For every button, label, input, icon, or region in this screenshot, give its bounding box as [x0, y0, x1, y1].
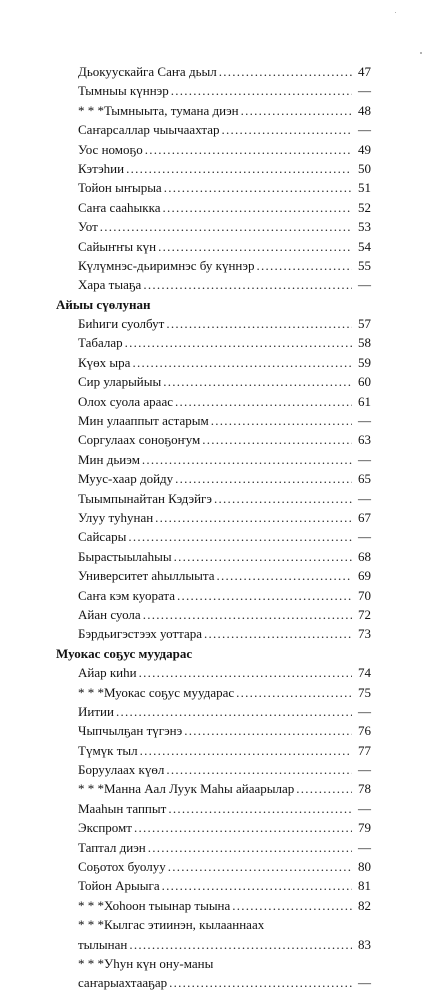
toc-leader-dots	[142, 450, 352, 469]
toc-page-number: 67	[358, 509, 371, 525]
toc-entry[interactable]	[56, 566, 371, 585]
toc-page-number: 49	[358, 141, 371, 157]
toc-entry-title: * * *Уһун күн ону-маны	[78, 955, 214, 971]
toc-leader-dots	[214, 489, 352, 508]
toc-leader-dots	[222, 120, 353, 139]
toc-page-number: —	[358, 839, 371, 855]
toc-leader-dots	[177, 586, 352, 605]
paper-speck	[395, 12, 396, 13]
toc-entry-continuation[interactable]	[56, 935, 371, 954]
toc-entry-title: Түмүк тыл	[78, 742, 138, 758]
toc-page-number: —	[358, 451, 371, 467]
toc-entry-title: Чыпчылҕан түгэнэ	[78, 723, 183, 739]
toc-entry-title: Айан суола	[78, 606, 141, 622]
toc-leader-dots	[162, 198, 352, 217]
toc-leader-dots	[202, 430, 352, 449]
toc-page-number: —	[358, 703, 371, 719]
toc-entry[interactable]	[56, 178, 371, 197]
toc-page-number: 53	[358, 219, 371, 235]
toc-entry-title: * * *Манна Аал Луук Маһы айаарылар	[78, 781, 295, 797]
toc-page-number: —	[358, 490, 371, 506]
toc-leader-dots	[158, 237, 352, 256]
toc-entry-title: Биһиги суолбут	[78, 316, 165, 332]
toc-leader-dots	[148, 838, 352, 857]
toc-leader-dots	[174, 547, 352, 566]
toc-entry[interactable]	[56, 469, 371, 488]
toc-entry[interactable]	[56, 586, 371, 605]
toc-entry-title: Саҥа кэм куората	[78, 587, 175, 603]
toc-entry[interactable]	[56, 954, 371, 973]
toc-leader-dots	[168, 799, 352, 818]
toc-leader-dots	[126, 159, 352, 178]
toc-entry-title: Улуу туһунан	[78, 509, 154, 525]
toc-entry[interactable]	[56, 838, 371, 857]
toc-page-number: 79	[358, 820, 371, 836]
toc-entry[interactable]	[56, 779, 371, 798]
toc-entry-title: Таптал диэн	[78, 839, 146, 855]
toc-entry-title: Иитии	[78, 703, 114, 719]
toc-entry-title: * * *Кылгас этиинэн, кылааннаах	[78, 917, 265, 933]
toc-entry[interactable]	[56, 275, 371, 294]
toc-leader-dots	[296, 779, 352, 798]
toc-leader-dots	[216, 566, 352, 585]
toc-entry[interactable]	[56, 237, 371, 256]
toc-leader-dots	[155, 508, 352, 527]
toc-page-number: —	[358, 800, 371, 816]
toc-entry-title: Сайыҥҥы күн	[78, 238, 157, 254]
toc-entry[interactable]	[56, 411, 371, 430]
toc-entry[interactable]	[56, 663, 371, 682]
toc-page-number: 74	[358, 665, 371, 681]
toc-entry-title: Тойон Арыыга	[78, 878, 160, 894]
toc-entry[interactable]	[56, 624, 371, 643]
toc-entry[interactable]	[56, 857, 371, 876]
toc-entry-title: Уот	[78, 219, 98, 235]
toc-page-number: 50	[358, 160, 371, 176]
toc-page-number: 52	[358, 199, 371, 215]
toc-leader-dots	[163, 372, 352, 391]
toc-page-number: —	[358, 277, 371, 293]
toc-leader-dots	[125, 333, 352, 352]
toc-page-number: 57	[358, 316, 371, 332]
toc-leader-dots	[164, 178, 352, 197]
paper-speck	[420, 52, 422, 54]
toc-entry-title: Олох суола араас	[78, 393, 173, 409]
toc-leader-dots	[145, 140, 352, 159]
toc-page-number: —	[358, 762, 371, 778]
toc-entry[interactable]	[56, 760, 371, 779]
toc-leader-dots	[139, 663, 352, 682]
toc-leader-dots	[184, 721, 352, 740]
toc-entry-title: Мааһын таппыт	[78, 800, 167, 816]
toc-entry-title: Мин улааппыт астарым	[78, 413, 209, 429]
toc-page-number: 78	[358, 781, 371, 797]
toc-entry[interactable]	[56, 818, 371, 837]
toc-entry[interactable]	[56, 101, 371, 120]
toc-entry-title: Айар киһи	[78, 665, 137, 681]
toc-page-number: 61	[358, 393, 371, 409]
toc-entry[interactable]	[56, 896, 371, 915]
toc-entry-title: Уос номоҕо	[78, 141, 143, 157]
toc-leader-dots	[236, 683, 352, 702]
toc-entry-title: * * *Хоһоон тыынар тыына	[78, 897, 231, 913]
toc-entry-title: Саҥарсаллар чыычаахтар	[78, 122, 220, 138]
table-of-contents	[56, 62, 371, 993]
toc-entry-title: Кэтэһии	[78, 160, 125, 176]
toc-page-number: 60	[358, 374, 371, 390]
toc-leader-dots	[175, 469, 352, 488]
toc-page-number: 75	[358, 684, 371, 700]
toc-leader-dots	[166, 314, 352, 333]
toc-leader-dots	[232, 896, 352, 915]
toc-entry-title: Экспромт	[78, 820, 132, 836]
toc-leader-dots	[219, 62, 352, 81]
toc-entry[interactable]	[56, 876, 371, 895]
toc-leader-dots	[168, 857, 352, 876]
toc-page-number: 72	[358, 606, 371, 622]
toc-entry-title: Саҥа сааһыкка	[78, 199, 161, 215]
toc-entry[interactable]	[56, 430, 371, 449]
toc-entry[interactable]	[56, 372, 371, 391]
toc-page-number: —	[358, 529, 371, 545]
toc-entry[interactable]	[56, 741, 371, 760]
toc-page-number: 76	[358, 723, 371, 739]
toc-page-number: 54	[358, 238, 371, 254]
toc-page-number: 81	[358, 878, 371, 894]
toc-entry-title: Сайсары	[78, 529, 127, 545]
toc-leader-dots	[129, 935, 352, 954]
toc-leader-dots	[143, 605, 352, 624]
toc-leader-dots	[162, 876, 352, 895]
toc-leader-dots	[143, 275, 352, 294]
toc-entry-title: Бырастыылаһыы	[78, 548, 172, 564]
toc-leader-dots	[211, 411, 352, 430]
toc-entry[interactable]	[56, 333, 371, 352]
toc-leader-dots	[175, 392, 352, 411]
toc-entry[interactable]	[56, 81, 371, 100]
toc-entry[interactable]	[56, 450, 371, 469]
toc-page-number: —	[358, 413, 371, 429]
toc-entry[interactable]	[56, 198, 371, 217]
toc-section-heading: Айыы сүөлунан	[56, 296, 151, 312]
toc-entry[interactable]	[56, 140, 371, 159]
toc-entry-title: Күөх ыра	[78, 354, 131, 370]
toc-page-number: 80	[358, 859, 371, 875]
toc-entry-title: Тойон ыҥырыа	[78, 180, 162, 196]
toc-entry-title-continued: саҥарыахтааҕар	[78, 975, 168, 991]
toc-section-heading: Муокас соҕус муударас	[56, 645, 193, 661]
toc-entry-title: Күлүмнэс-дьиримнэс бу күннэр	[78, 257, 255, 273]
toc-page-number: 69	[358, 568, 371, 584]
toc-leader-dots	[100, 217, 352, 236]
toc-entry[interactable]	[56, 489, 371, 508]
toc-entry-title: * * *Тымныыта, тумана диэн	[78, 102, 239, 118]
toc-entry[interactable]	[56, 314, 371, 333]
toc-leader-dots	[204, 624, 352, 643]
toc-leader-dots	[166, 760, 352, 779]
toc-entry[interactable]	[56, 120, 371, 139]
toc-page-number: 55	[358, 257, 371, 273]
toc-page-number: 68	[358, 548, 371, 564]
toc-entry-title: Табалар	[78, 335, 123, 351]
toc-leader-dots	[128, 527, 352, 546]
toc-entry[interactable]	[56, 702, 371, 721]
toc-entry-title: Муус-хаар дойду	[78, 471, 174, 487]
toc-entry-title: Сир уларыйыы	[78, 374, 162, 390]
toc-page-number: 70	[358, 587, 371, 603]
toc-entry-title: * * *Муокас соҕус муударас	[78, 684, 235, 700]
toc-entry-continuation[interactable]	[56, 973, 371, 992]
toc-entry[interactable]	[56, 256, 371, 275]
toc-page-number: —	[358, 122, 371, 138]
toc-entry-title: Хара тыаҕа	[78, 277, 142, 293]
toc-leader-dots	[140, 741, 352, 760]
toc-page-number: 83	[358, 936, 371, 952]
toc-page-number: —	[358, 975, 371, 991]
toc-page-number: 73	[358, 626, 371, 642]
toc-entry-title-continued: тылынан	[78, 936, 128, 952]
toc-entry-title: Тымныы күннэр	[78, 83, 169, 99]
toc-page-number: 48	[358, 102, 371, 118]
toc-entry[interactable]	[56, 392, 371, 411]
toc-entry-title: Бэрдьигэстээх уоттара	[78, 626, 203, 642]
toc-entry[interactable]	[56, 721, 371, 740]
toc-page-number: 59	[358, 354, 371, 370]
toc-entry[interactable]	[56, 527, 371, 546]
toc-page-number: 63	[358, 432, 371, 448]
toc-entry-title: Тыымпынайтан Кэдэйгэ	[78, 490, 212, 506]
toc-leader-dots	[132, 353, 352, 372]
toc-leader-dots	[171, 81, 352, 100]
toc-entry-title: Университет аһыллыыта	[78, 568, 215, 584]
toc-entry[interactable]	[56, 799, 371, 818]
toc-page-number: 65	[358, 471, 371, 487]
toc-entry-title: Боруулаах күөл	[78, 762, 165, 778]
toc-entry-title: Дьокуускайга Саҥа дьыл	[78, 64, 217, 79]
toc-entry[interactable]	[56, 353, 371, 372]
toc-page-number: 47	[358, 64, 371, 79]
toc-page-number: 82	[358, 897, 371, 913]
toc-entry[interactable]	[56, 159, 371, 178]
toc-page-number: 51	[358, 180, 371, 196]
toc-entry[interactable]	[56, 915, 371, 934]
toc-entry[interactable]	[56, 683, 371, 702]
toc-entry[interactable]	[56, 62, 371, 81]
toc-page-number: 58	[358, 335, 371, 351]
toc-leader-dots	[256, 256, 352, 275]
toc-entry[interactable]	[56, 508, 371, 527]
toc-entry-title: Соргулаах соноҕоҥум	[78, 432, 201, 448]
toc-entry[interactable]	[56, 605, 371, 624]
toc-leader-dots	[241, 101, 352, 120]
toc-leader-dots	[134, 818, 352, 837]
toc-entry[interactable]	[56, 217, 371, 236]
toc-entry-title: Соҕотох буолуу	[78, 859, 166, 875]
toc-page-number: 77	[358, 742, 371, 758]
toc-entry[interactable]	[56, 547, 371, 566]
toc-leader-dots	[169, 973, 352, 992]
toc-page-number: —	[358, 83, 371, 99]
toc-entry-title: Мин дьиэм	[78, 451, 140, 467]
toc-leader-dots	[116, 702, 352, 721]
